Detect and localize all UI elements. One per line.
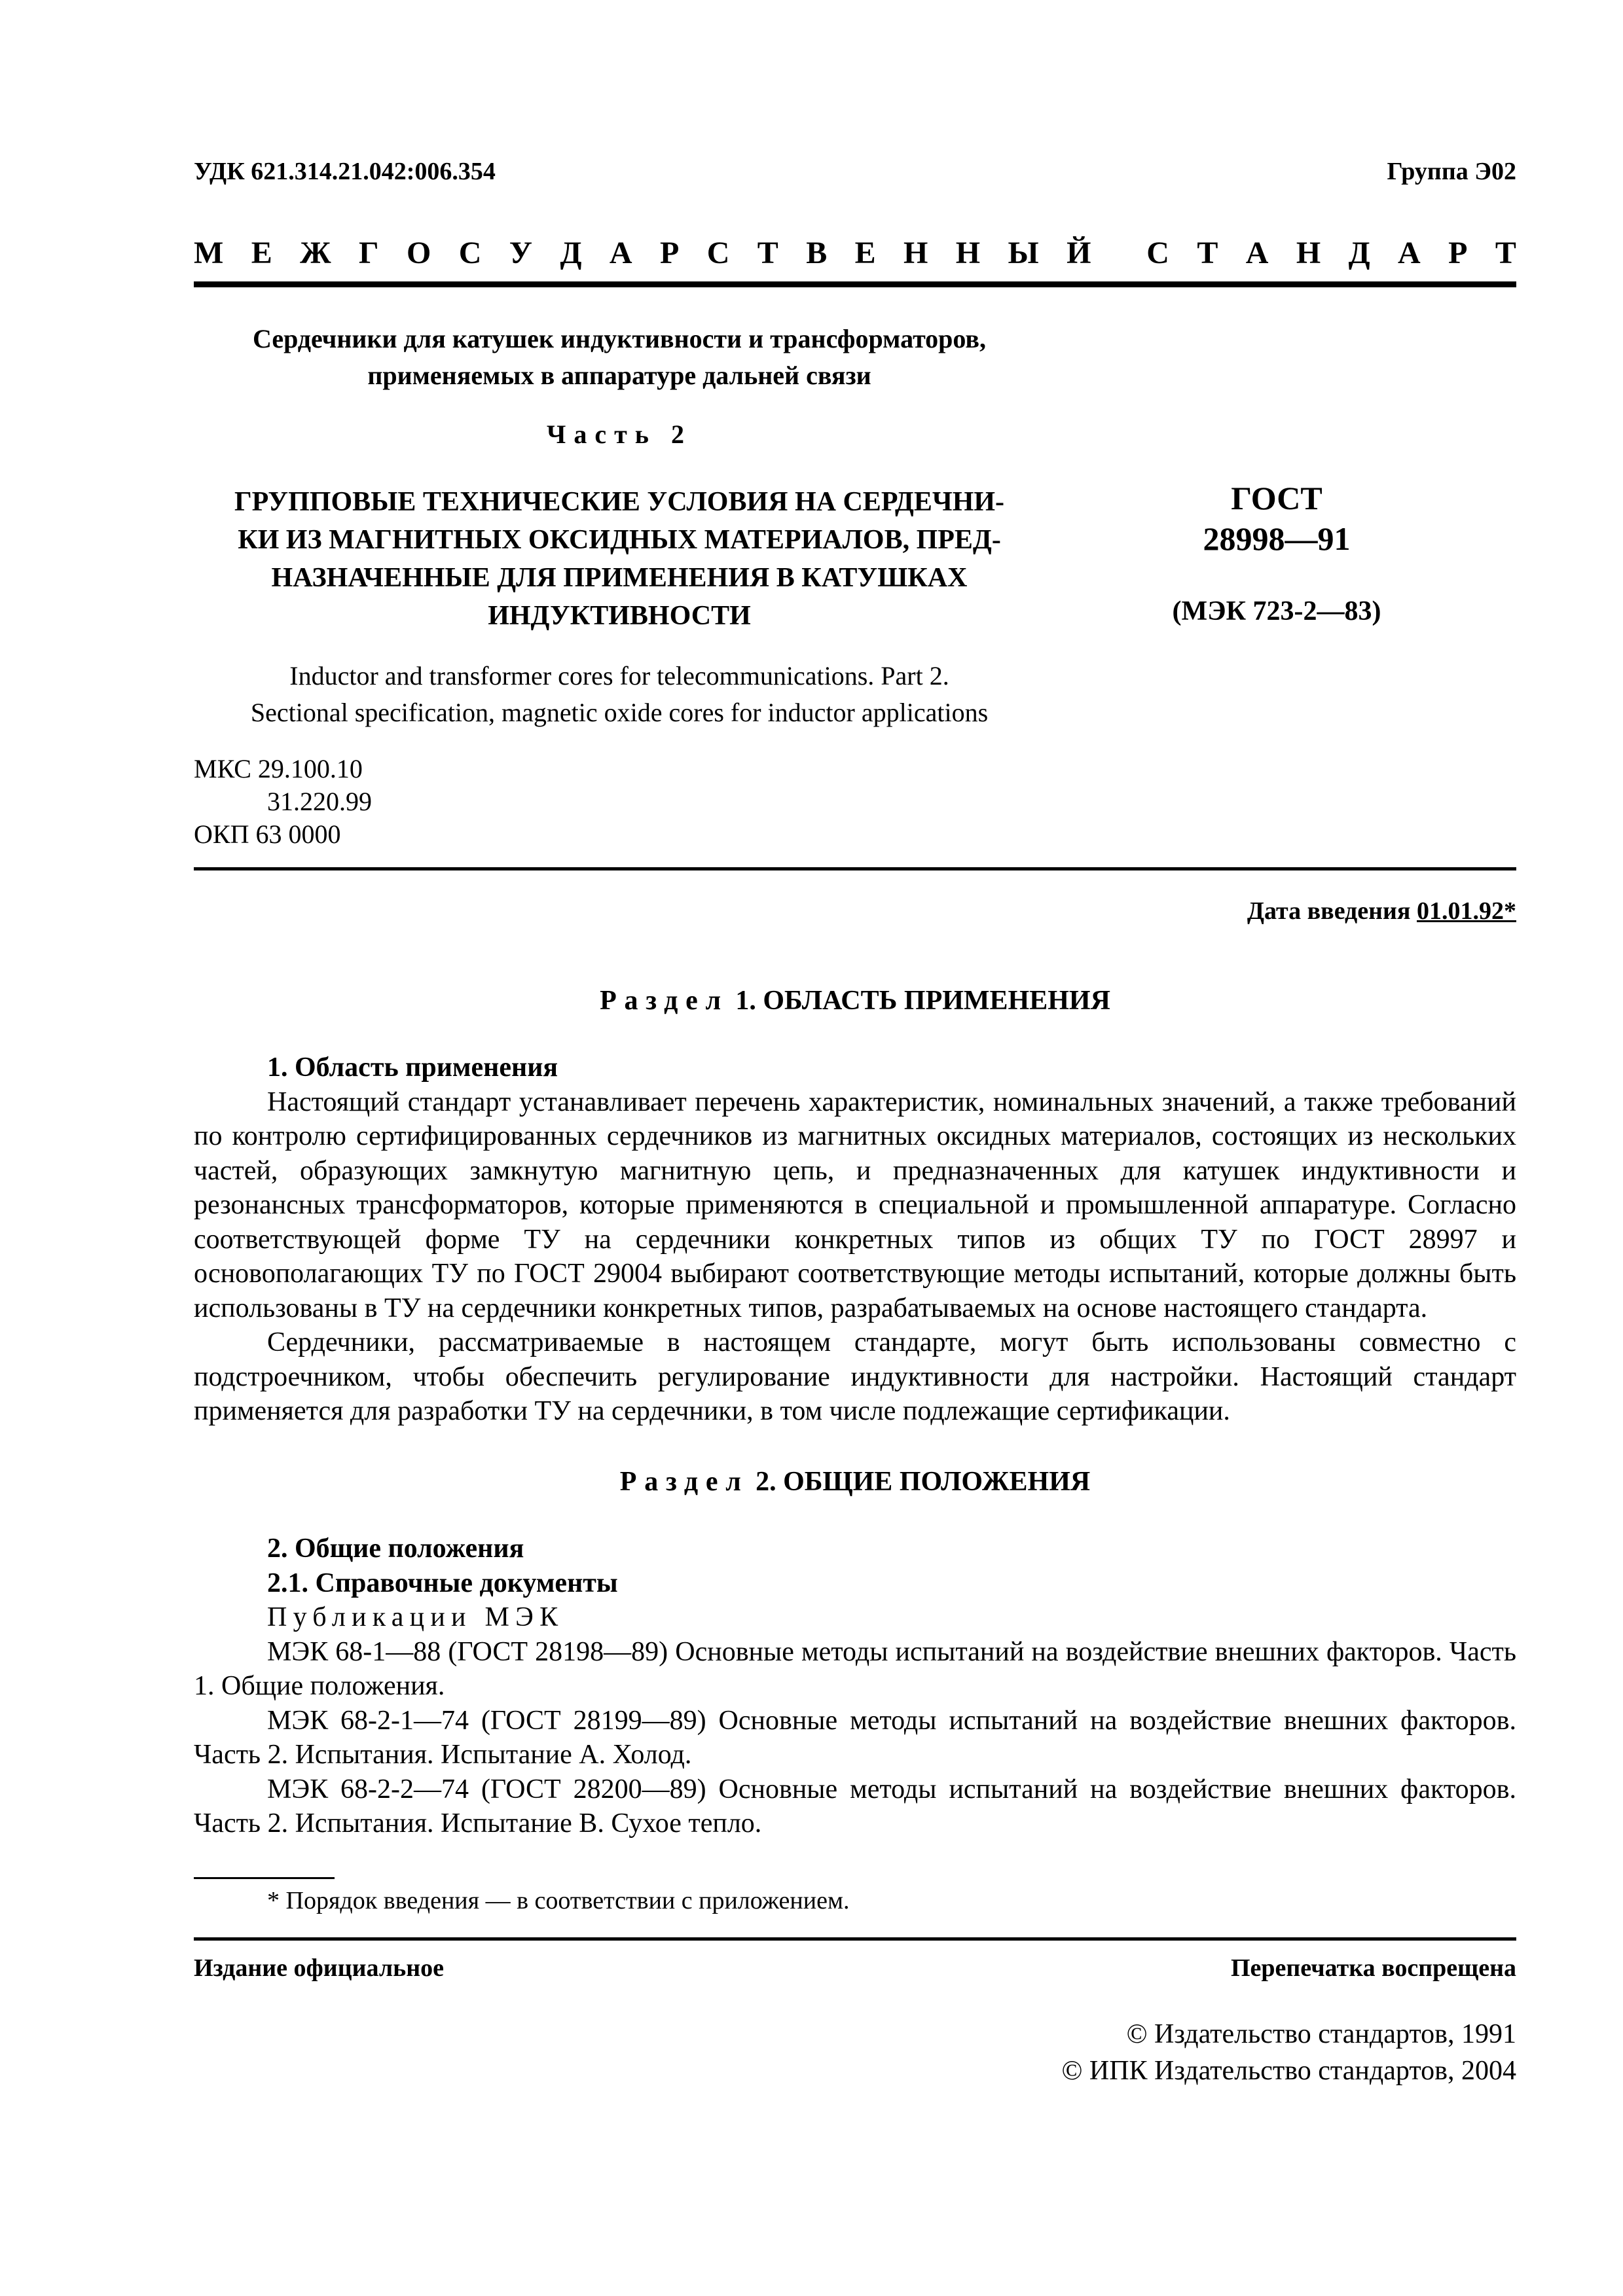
banner-letter: Й <box>1067 235 1091 270</box>
banner-letter: М <box>194 235 224 270</box>
title-line: НАЗНАЧЕННЫЕ ДЛЯ ПРИМЕНЕНИЯ В КАТУШКАХ <box>271 563 968 593</box>
section-title: 1. ОБЛАСТЬ ПРИМЕНЕНИЯ <box>728 986 1110 1016</box>
reference-item: МЭК 68-2-2—74 (ГОСТ 28200—89) Основные методы испытаний на воздействие внешних факторов. Часть 2. Испытания. Испытание В. Сухое тепло. <box>194 1774 1516 1839</box>
banner-letter: Н <box>1296 235 1321 270</box>
english-line: Sectional specification, magnetic oxide cores for inductor applications <box>250 698 989 727</box>
title-line: ГРУППОВЫЕ ТЕХНИЧЕСКИЕ УСЛОВИЯ НА СЕРДЕЧНИ- <box>234 487 1005 517</box>
banner-letter: Ж <box>300 235 331 270</box>
english-title <box>194 658 1045 731</box>
banner-letter: В <box>806 235 828 270</box>
banner-letter: Е <box>854 235 876 270</box>
banner-letter: Г <box>359 235 379 270</box>
banner-letter: Н <box>955 235 981 270</box>
classification-codes <box>194 753 372 851</box>
banner-letter: Т <box>1495 235 1516 270</box>
subtitle-line: применяемых в аппаратуре дальней связи <box>367 361 871 390</box>
iec-reference: (МЭК 723-2—83) <box>1172 596 1381 626</box>
banner-letter: С <box>1146 235 1169 270</box>
section-prefix: Раздел <box>619 1467 749 1497</box>
banner-letter: Т <box>757 235 778 270</box>
clause-heading: 2. Общие положения <box>267 1534 524 1564</box>
subclause-heading: 2.1. Справочные документы <box>267 1568 618 1598</box>
mks-code-secondary: 31.220.99 <box>267 787 372 816</box>
banner-letter: С <box>458 235 482 270</box>
section-1-body <box>194 1050 1516 1429</box>
section-prefix: Раздел <box>600 986 729 1016</box>
mks-code: МКС 29.100.10 <box>194 754 363 783</box>
reference-item: МЭК 68-2-1—74 (ГОСТ 28199—89) Основные методы испытаний на воздействие внешних факторов. Часть 2. Испытания. Испытание А. Холод. <box>194 1705 1516 1770</box>
okp-code: ОКП 63 0000 <box>194 819 341 849</box>
part-number: Часть 2 <box>547 420 692 449</box>
section-title: 2. ОБЩИЕ ПОЛОЖЕНИЯ <box>748 1467 1091 1497</box>
introduction-date <box>1247 897 1516 925</box>
banner-letter: А <box>1245 235 1269 270</box>
section-1-heading <box>194 985 1516 1016</box>
banner-letter: А <box>1398 235 1421 270</box>
footer-divider <box>194 1937 1516 1941</box>
subtitle-line: Сердечники для катушек индуктивности и трансформаторов, <box>252 324 987 353</box>
copyright-line: © ИПК Издательство стандартов, 2004 <box>1061 2056 1516 2086</box>
banner-letter: Р <box>1448 235 1468 270</box>
gost-designation <box>1113 478 1440 559</box>
gost-label: ГОСТ <box>1231 480 1322 516</box>
gost-number: 28998—91 <box>1203 520 1351 557</box>
reprint-prohibited: Перепечатка воспрещена <box>1230 1954 1516 1982</box>
document-title <box>194 483 1045 635</box>
paragraph: Настоящий стандарт устанавливает перечень характеристик, номинальных значений, а также требований по контролю сертифицированных сердечников из магнитных оксидных материалов, состоящих из нескольких частей, образующих замкнутую магнитную цепь, и предназначенных для катушек индуктивности и резонансных трансформаторов, которые применяются в специальной и промышленной аппаратуре. Согласно соответствующей форме ТУ на сердечники конкретных типов из общих ТУ по ГОСТ 28997 и основополагающих ТУ по ГОСТ 29004 выбирают соответствующие методы испытаний, которые должны быть использованы в ТУ на сердечники конкретных типов, разрабатываемых на основе настоящего стандарта. <box>194 1086 1516 1323</box>
copyright-block <box>1061 2016 1516 2089</box>
banner-letter: С <box>706 235 730 270</box>
clause-heading: 1. Область применения <box>267 1052 558 1083</box>
group-code: Группа Э02 <box>1387 158 1516 185</box>
copyright-line: © Издательство стандартов, 1991 <box>1126 2019 1516 2049</box>
banner-letter: О <box>406 235 431 270</box>
english-line: Inductor and transformer cores for telecommunications. Part 2. <box>289 661 949 691</box>
date-value: 01.01.92* <box>1417 897 1516 925</box>
banner-letter: А <box>609 235 632 270</box>
banner-letter: Ы <box>1008 235 1039 270</box>
banner-letter: У <box>509 235 533 270</box>
paragraph: Сердечники, рассматриваемые в настоящем стандарте, могут быть использованы совместно с подстроечником, чтобы обеспечить регулирование индуктивности для настройки. Настоящий стандарт применяется для разработки ТУ на сердечники, в том числе подлежащие сертификации. <box>194 1327 1516 1426</box>
reference-item: МЭК 68-1—88 (ГОСТ 28198—89) Основные методы испытаний на воздействие внешних факторов. Часть 1. Общие положения. <box>194 1636 1516 1701</box>
footnote: * Порядок введения — в соответствии с приложением. <box>267 1887 850 1914</box>
header-divider <box>194 867 1516 870</box>
banner-letter: Д <box>560 235 582 270</box>
official-edition: Издание официальное <box>194 1954 445 1982</box>
banner-rule <box>194 281 1516 287</box>
title-line: КИ ИЗ МАГНИТНЫХ ОКСИДНЫХ МАТЕРИАЛОВ, ПРЕД- <box>238 525 1001 555</box>
publications-label: Публикации МЭК <box>267 1602 564 1632</box>
document-subtitle <box>194 321 1045 394</box>
date-label: Дата введения <box>1247 897 1417 925</box>
interstate-standard-banner <box>194 229 1516 276</box>
title-line: ИНДУКТИВНОСТИ <box>488 601 751 631</box>
section-2-heading <box>194 1466 1516 1498</box>
banner-letter: Т <box>1197 235 1218 270</box>
udk-code: УДК 621.314.21.042:006.354 <box>194 158 496 185</box>
banner-letter: Н <box>903 235 928 270</box>
banner-letter: Е <box>251 235 272 270</box>
footnote-rule <box>194 1877 335 1879</box>
banner-letter: Р <box>659 235 680 270</box>
banner-letter: Д <box>1348 235 1370 270</box>
section-2-body <box>194 1532 1516 1841</box>
